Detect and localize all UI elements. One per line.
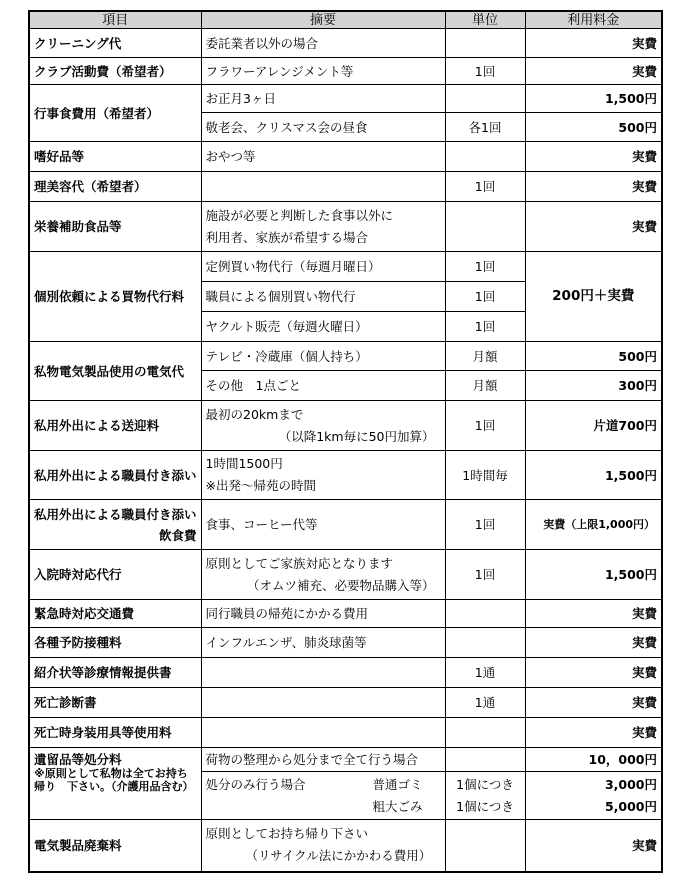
fee-cell: 実費: [525, 820, 662, 872]
summary-line: 利用者、家族が希望する場合: [205, 229, 369, 245]
row-luxury: [29, 142, 662, 172]
summary-cell: 同行職員の帰苑にかかる費用: [201, 600, 445, 628]
row-death-cert: [29, 688, 662, 718]
row-shopping-1: [29, 252, 662, 282]
item-cell: 個別依頼による買物代行料: [29, 252, 201, 342]
fee-line: 3,000円: [604, 776, 657, 792]
item-cell: 嗜好品等: [29, 142, 201, 172]
fee-cell: 10，000円: [525, 748, 662, 772]
fee-cell: 1,500円: [525, 85, 662, 113]
item-cell: 行事食費用（希望者）: [29, 85, 201, 142]
row-escort-meal: [29, 500, 662, 550]
row-emergency: [29, 600, 662, 628]
item-cell: [29, 748, 201, 820]
unit-line: 1個につき: [456, 798, 514, 814]
fee-cell: 500円: [525, 113, 662, 142]
summary-line: （以降1km毎に50円加算）: [278, 428, 435, 444]
fee-cell: 500円: [525, 342, 662, 371]
fee-cell: 実費: [525, 658, 662, 688]
item-line: 私用外出による職員付き添い: [34, 506, 197, 522]
row-belongings-1: [29, 748, 662, 772]
fee-cell: 実費: [525, 628, 662, 658]
row-nutrition: [29, 202, 662, 252]
fee-cell: 1,500円: [525, 451, 662, 500]
belongings-note: ※原則として私物は全てお持ち帰り 下さい。（介護用品含む）: [34, 767, 194, 793]
summary-cell: [201, 550, 445, 600]
summary-cell: [201, 202, 445, 252]
summary-cell: 荷物の整理から処分まで全て行う場合: [201, 748, 445, 772]
summary-cell: [201, 658, 445, 688]
summary-line: （オムツ補充、必要物品購入等）: [246, 577, 435, 593]
summary-cell: おやつ等: [201, 142, 445, 172]
row-appliance-1: [29, 342, 662, 371]
fee-cell: 実費: [525, 29, 662, 58]
summary-cell: [201, 451, 445, 500]
row-barber: [29, 172, 662, 202]
unit-cell: [445, 29, 525, 58]
item-cell: 私物電気製品使用の電気代: [29, 342, 201, 401]
summary-cell: 委託業者以外の場合: [201, 29, 445, 58]
summary-cell: インフルエンザ、肺炎球菌等: [201, 628, 445, 658]
unit-cell: [445, 718, 525, 748]
summary-text: 処分のみ行う場合: [205, 776, 306, 792]
unit-cell: 1回: [445, 550, 525, 600]
item-cell: 死亡時身装用具等使用料: [29, 718, 201, 748]
summary-cell: その他 1点ごと: [201, 371, 445, 401]
unit-cell: 月額: [445, 371, 525, 401]
row-disposal: [29, 820, 662, 872]
unit-cell: 1通: [445, 688, 525, 718]
summary-line: 1時間1500円: [205, 456, 283, 471]
unit-line: 1個につき: [456, 776, 514, 792]
waste-kind: 粗大ごみ: [372, 798, 423, 814]
item-line: 飲食費: [158, 527, 197, 543]
row-referral: [29, 658, 662, 688]
item-cell: 理美容代（希望者）: [29, 172, 201, 202]
fee-cell: 300円: [525, 371, 662, 401]
unit-cell: 1時間毎: [445, 451, 525, 500]
row-transport: [29, 401, 662, 451]
header-fee: 利用料金: [525, 11, 662, 29]
fee-cell: 実費: [525, 600, 662, 628]
unit-cell: 1回: [445, 282, 525, 312]
unit-cell: [445, 820, 525, 872]
item-line: 遺留品等処分料: [34, 752, 122, 767]
unit-cell: [445, 628, 525, 658]
item-cell: [29, 500, 201, 550]
item-cell: 死亡診断書: [29, 688, 201, 718]
summary-cell: [201, 401, 445, 451]
fee-line: 5,000円: [604, 798, 657, 814]
row-hospital: [29, 550, 662, 600]
summary-cell: [201, 820, 445, 872]
item-cell: クリーニング代: [29, 29, 201, 58]
fee-cell: 実費: [525, 718, 662, 748]
row-vaccine: [29, 628, 662, 658]
summary-cell: フラワーアレンジメント等: [201, 58, 445, 85]
unit-cell: [445, 85, 525, 113]
row-club: [29, 58, 662, 85]
summary-cell: [201, 172, 445, 202]
header-unit: 単位: [445, 11, 525, 29]
summary-cell: 敬老会、クリスマス会の昼食: [201, 113, 445, 142]
fee-cell: 実費: [525, 172, 662, 202]
summary-line: 原則としてご家族対応となります: [205, 555, 394, 571]
header-summary: 摘要: [201, 11, 445, 29]
fee-cell: [525, 772, 662, 820]
item-cell: 栄養補助食品等: [29, 202, 201, 252]
unit-cell: [445, 748, 525, 772]
unit-cell: 月額: [445, 342, 525, 371]
item-cell: 私用外出による職員付き添い: [29, 451, 201, 500]
summary-cell: 定例買い物代行（毎週月曜日）: [201, 252, 445, 282]
row-burial: [29, 718, 662, 748]
fee-cell: 実費: [525, 202, 662, 252]
summary-line: [206, 774, 441, 796]
fee-cell: 実費: [525, 142, 662, 172]
item-cell: 紹介状等診療情報提供書: [29, 658, 201, 688]
summary-line: 原則としてお持ち帰り下さい: [205, 826, 369, 842]
summary-cell: [201, 772, 445, 820]
unit-cell: [445, 142, 525, 172]
summary-line: （リサイクル法にかかわる費用）: [245, 848, 432, 864]
item-cell: 緊急時対応交通費: [29, 600, 201, 628]
fee-cell: 200円＋実費: [525, 252, 662, 342]
fee-table: [28, 10, 663, 873]
summary-cell: ヤクルト販売（毎週火曜日）: [201, 312, 445, 342]
summary-cell: お正月3ヶ日: [201, 85, 445, 113]
unit-cell: 1回: [445, 500, 525, 550]
unit-cell: [445, 772, 525, 820]
row-event-1: [29, 85, 662, 113]
summary-cell: 職員による個別買い物代行: [201, 282, 445, 312]
header-item: 項目: [29, 11, 201, 29]
unit-cell: 1回: [445, 312, 525, 342]
item-cell: 電気製品廃棄料: [29, 820, 201, 872]
item-cell: 各種予防接種料: [29, 628, 201, 658]
fee-cell: 1,500円: [525, 550, 662, 600]
summary-cell: [201, 688, 445, 718]
row-escort: [29, 451, 662, 500]
unit-cell: [445, 600, 525, 628]
item-cell: 私用外出による送迎料: [29, 401, 201, 451]
unit-cell: 1回: [445, 401, 525, 451]
unit-cell: 1回: [445, 58, 525, 85]
item-cell: 入院時対応代行: [29, 550, 201, 600]
header-row: [29, 11, 662, 29]
row-cleaning: [29, 29, 662, 58]
summary-cell: テレビ・冷蔵庫（個人持ち）: [201, 342, 445, 371]
unit-cell: 各1回: [445, 113, 525, 142]
summary-line: ※出発～帰苑の時間: [205, 478, 316, 493]
fee-cell: 実費: [525, 58, 662, 85]
unit-cell: 1回: [445, 252, 525, 282]
fee-cell: 実費（上限1,000円）: [525, 500, 662, 550]
unit-cell: 1回: [445, 172, 525, 202]
summary-line: 施設が必要と判断した食事以外に: [205, 207, 394, 223]
summary-line: 最初の20kmまで: [205, 406, 304, 422]
unit-cell: 1通: [445, 658, 525, 688]
summary-cell: 食事、コーヒー代等: [201, 500, 445, 550]
item-cell: クラブ活動費（希望者）: [29, 58, 201, 85]
fee-cell: 片道700円: [525, 401, 662, 451]
waste-kind: 普通ゴミ: [372, 776, 423, 792]
unit-cell: [445, 202, 525, 252]
fee-cell: 実費: [525, 688, 662, 718]
summary-cell: [201, 718, 445, 748]
